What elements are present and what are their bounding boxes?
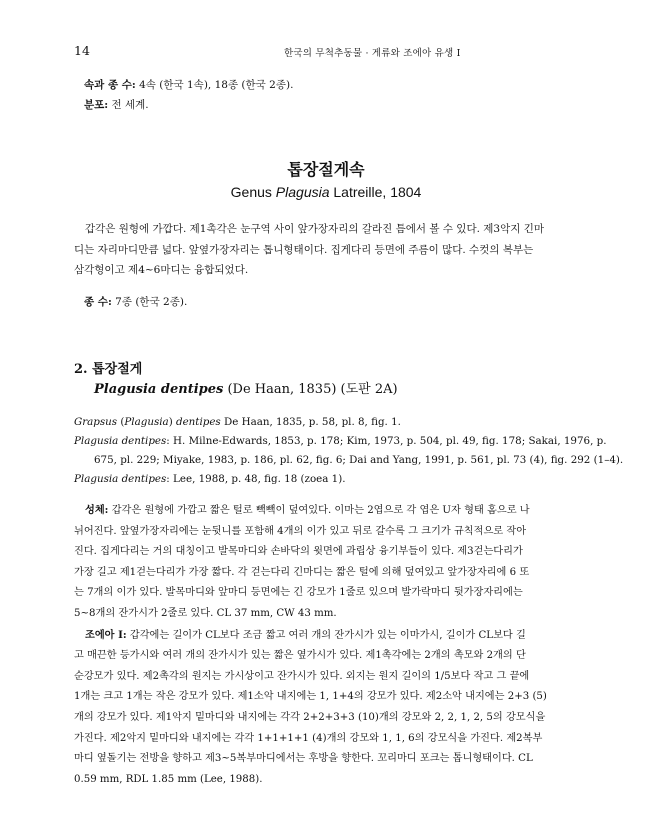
- zoea-text: 갑각에는 길이가 CL보다 조금 짧고 여러 개의 잔가시가 있는 이마가시, 길이가 CL보다 길: [129, 629, 526, 641]
- genus-heading: [74, 159, 578, 203]
- genus-title-prefix: Genus: [230, 184, 276, 200]
- genus-diagnosis-line: 디는 자리마디만큼 넓다. 앞옆가장자리는 톱니형태이다. 집게다리 등면에 주름이 많다. 수컷의 복부는: [74, 243, 534, 256]
- adult-description-line: 5~8개의 잔가시가 2줄로 있다. CL 37 mm, CW 43 mm.: [74, 607, 337, 619]
- synonym-citation: : Lee, 1988, p. 48, fig. 18 (zoea 1).: [166, 473, 346, 485]
- synonym-text: (: [117, 416, 125, 428]
- zoea-description-line: 개의 강모가 있다. 제1악지 밑마디와 내지에는 각각 2+2+3+3 (10)개의 강모와 2, 2, 1, 2, 5의 강모식을: [74, 711, 546, 723]
- species-authority: (De Haan, 1835) (도판 2A): [223, 382, 398, 397]
- adult-description-line: 진다. 집게다리는 거의 대칭이고 발목마디와 손바닥의 윗면에 과립상 융기부들이 있다. 제3걷는다리가: [74, 546, 523, 558]
- synonym-entry: [74, 432, 607, 451]
- species-count-line: [74, 292, 578, 312]
- synonym-text: ): [168, 416, 176, 428]
- species-count-value: 7종 (한국 2종).: [115, 296, 188, 308]
- synonym-name: Plagusia dentipes: [74, 435, 167, 447]
- zoea-description-line: [74, 625, 578, 647]
- adult-description-line: 뉘어진다. 앞옆가장자리에는 눈뒷니를 포함해 4개의 이가 있고 뒤로 갈수록 그 크기가 규칙적으로 작아: [74, 525, 527, 537]
- zoea-description-line: 가진다. 제2악지 밑마디와 내지에는 각각 1+1+1+1 (4)개의 강모와 1, 1, 6의 강모식을 가진다. 제2복부: [74, 732, 543, 744]
- synonym-epithet: dentipes: [175, 416, 221, 428]
- synonym-citation: : H. Milne-Edwards, 1853, p. 178; Kim, 1973, p. 504, pl. 49, fig. 178; Sakai, 1976, p.: [166, 435, 607, 447]
- species-scientific-name: Plagusia dentipes: [94, 382, 224, 397]
- genus-title-italic: Plagusia: [275, 184, 330, 200]
- genus-diagnosis: [74, 219, 578, 281]
- distribution-value: 전 세계.: [111, 99, 149, 111]
- species-name-korean: 톱장절게: [92, 362, 143, 377]
- zoea-description-line: 순강모가 있다. 제2촉각의 원지는 가시상이고 잔가시가 있다. 외지는 원지 길이의 1/5보다 작고 그 끝에: [74, 670, 530, 682]
- zoea-description-line: 마디 옆돌기는 전방을 향하고 제3~5복부마디에서는 후방을 향한다. 꼬리마디 포크는 톱니형태이다. CL: [74, 753, 533, 765]
- synonym-entry-continuation: [74, 451, 624, 470]
- adult-description-line: 가장 길고 제1걷는다리가 가장 짧다. 각 걷는다리 긴마디는 짧은 털에 의해 덮여있고 앞가장자리에 6 또: [74, 566, 530, 578]
- summary-block: [74, 75, 578, 115]
- synonym-genus: Grapsus: [74, 416, 118, 428]
- genus-diagnosis-line: 갑각은 원형에 가깝다. 제1촉각은 눈구역 사이 앞가장자리의 갈라진 틈에서 볼 수 있다. 제3악지 긴마: [85, 223, 545, 235]
- genera-count-line: [74, 75, 578, 95]
- genera-count-value: 4속 (한국 1속), 18종 (한국 2종).: [139, 79, 294, 91]
- running-title: 한국의 무척추동물 · 게류와 조에아 유생 I: [284, 48, 461, 59]
- distribution-line: [74, 95, 578, 115]
- synonym-entry: [74, 470, 578, 489]
- genera-count-label: 속과 종 수:: [84, 79, 136, 91]
- adult-label: 성체:: [85, 504, 109, 516]
- genus-species-count: [74, 292, 578, 312]
- distribution-label: 분포:: [84, 99, 109, 111]
- genus-title-latin: [74, 181, 578, 203]
- adult-description-line: 는 7개의 이가 있다. 발목마디와 앞마디 등면에는 긴 강모가 1줄로 있으며 발가락마디 뒷가장자리에는: [74, 587, 523, 599]
- zoea-description-line: 고 매끈한 등가시와 여러 개의 잔가시가 있는 짧은 옆가시가 있다. 제1촉각에는 2개의 촉모와 2개의 단: [74, 650, 526, 662]
- synonym-citation: De Haan, 1835, p. 58, pl. 8, fig. 1.: [220, 416, 401, 428]
- synonym-entry: [74, 413, 578, 432]
- page-number: 14: [74, 43, 90, 58]
- adult-description-line: [74, 500, 578, 522]
- species-number-title: [74, 360, 578, 380]
- species-count-label: 종 수:: [84, 296, 112, 308]
- synonym-name: Plagusia dentipes: [74, 473, 167, 485]
- zoea-description-line: 1개는 크고 1개는 작은 강모가 있다. 제1소악 내지에는 1, 1+4의 강모가 있다. 제2소악 내지에는 2+3 (5): [74, 691, 547, 703]
- page-header: [74, 43, 578, 58]
- adult-text: 갑각은 원형에 가깝고 짧은 털로 빽빽이 덮여있다. 이마는 2엽으로 각 엽은 U자 형태 홈으로 나: [111, 505, 530, 516]
- species-heading: [74, 360, 578, 400]
- genus-diagnosis-line: 삼각형이고 제4~6마디는 융합되었다.: [74, 264, 249, 276]
- genus-title-korean: 톱장절게속: [287, 160, 365, 179]
- species-scientific-line: [74, 380, 578, 400]
- genus-title-suffix: Latreille, 1804: [329, 184, 422, 200]
- adult-description: [74, 500, 578, 790]
- synonym-subgenus: Plagusia: [124, 416, 169, 428]
- synonymy-list: [74, 413, 624, 489]
- species-number: 2.: [74, 362, 88, 377]
- zoea-label: 조에아 I:: [85, 628, 127, 641]
- zoea-description-line: 0.59 mm, RDL 1.85 mm (Lee, 1988).: [74, 773, 263, 785]
- synonym-citation: 675, pl. 229; Miyake, 1983, p. 186, pl. 62, fig. 6; Dai and Yang, 1991, p. 561, pl. 73 (4), fig. 292 (1–4).: [94, 454, 624, 466]
